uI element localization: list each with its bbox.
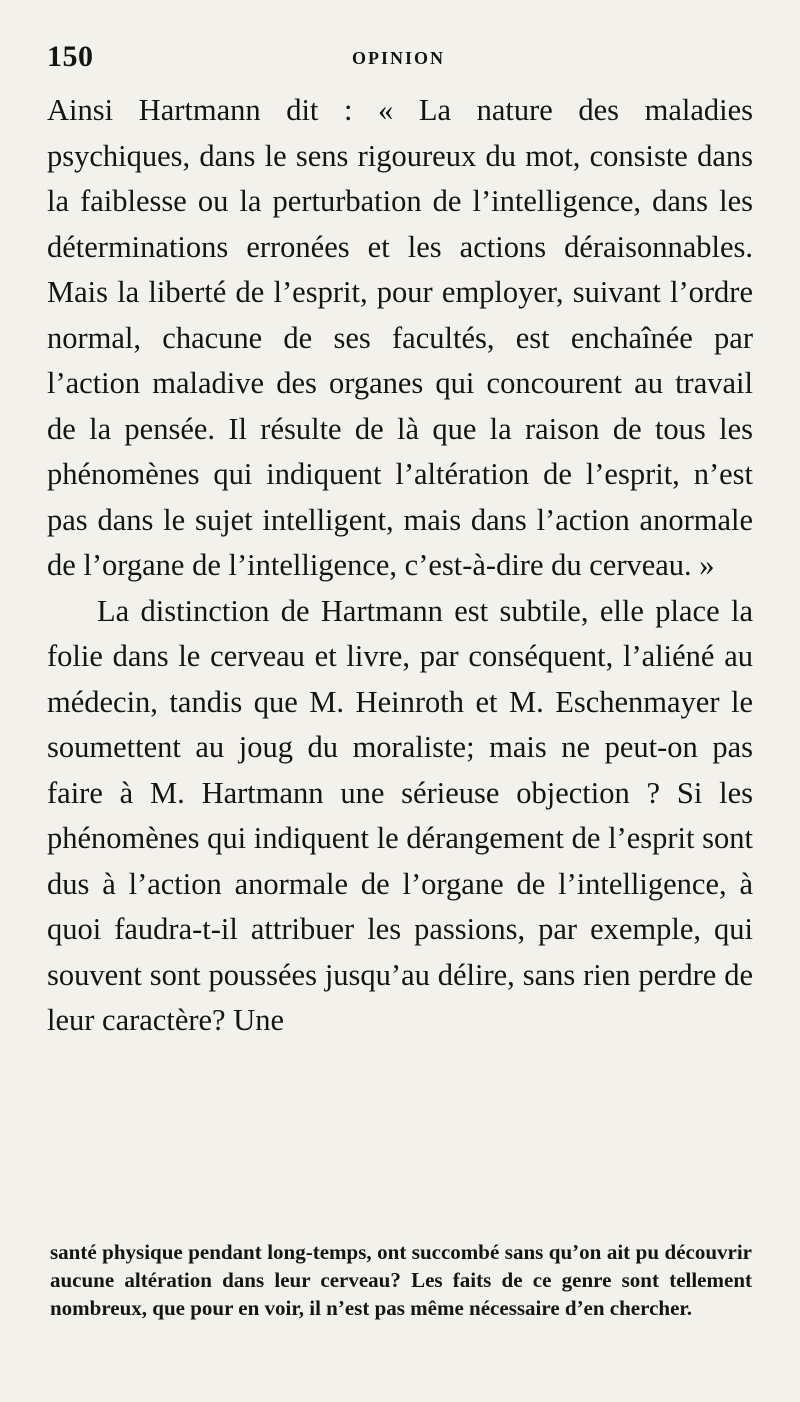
paragraph-2: La distinction de Hartmann est subtile, elle place la folie dans le cerveau et livre, par conséquent, l’aliéné au médecin, tandis que M. Heinroth et M. Eschenmayer le soumettent au joug du moraliste; mais ne peut-on pas faire à M. Hartmann une sérieuse objection ? Si les phénomènes qui indiquent le dérangement de l’esprit sont dus à l’action anormale de l’organe de l’intelligence, à quoi faudra-t-il attribuer les passions, par exemple, qui souvent sont poussées jusqu’au délire, sans rien perdre de leur caractère? Une [47,593,753,1037]
footnote-text: santé physique pendant long-temps, ont succombé sans qu’on ait pu découvrir aucune altération dans leur cerveau? Les faits de ce genre sont tellement nombreux, que pour en voir, il n’est pas même nécessaire d’en chercher. [50,1240,752,1320]
page-number: 150 [47,40,94,73]
page-header [47,40,757,76]
footnote [50,1238,752,1322]
main-text [47,88,753,1044]
running-title: OPINION [352,48,446,68]
paragraph-1: Ainsi Hartmann dit : « La nature des maladies psychiques, dans le sens rigoureux du mot, consiste dans la faiblesse ou la perturbation de l’intelligence, dans les déterminations erronées et les actions déraisonnables. Mais la liberté de l’esprit, pour employer, suivant l’ordre normal, chacune de ses facultés, est enchaînée par l’action maladive des organes qui concourent au travail de la pensée. Il résulte de là que la raison de tous les phénomènes qui indiquent l’altération de l’esprit, n’est pas dans le sujet intelligent, mais dans l’action anormale de l’organe de l’intelligence, c’est-à-dire du cerveau. » [47,93,753,582]
